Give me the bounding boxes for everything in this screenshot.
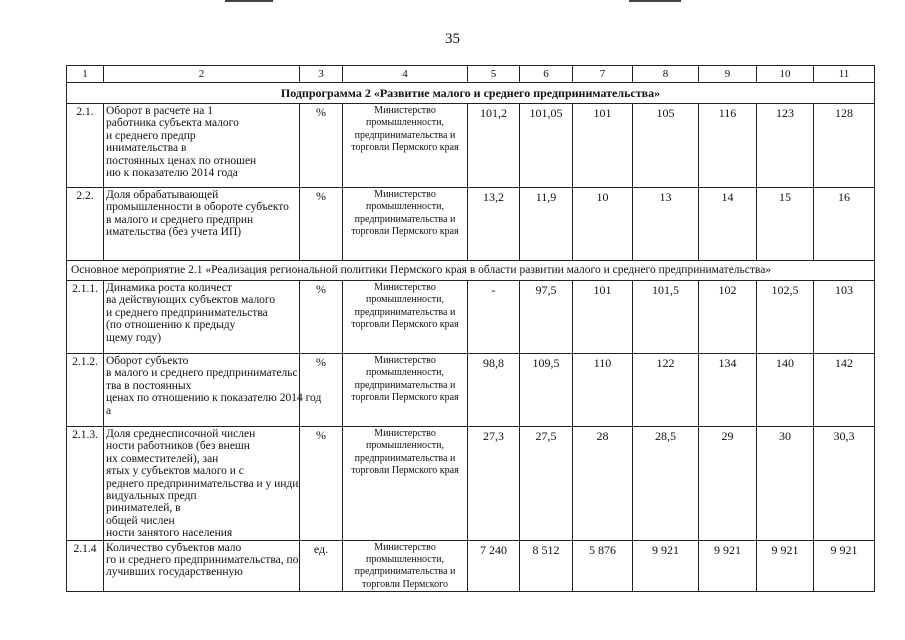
indicator-value: 30,3 [814, 427, 875, 541]
main-activity-title: Основное мероприятие 2.1 «Реализация региональной политики Пермского края в области развитии малого и среднего предпринимательства» [67, 261, 875, 281]
indicator-value: 9 921 [699, 540, 757, 591]
indicator-name: Динамика роста количест ва действующих субъектов малого и среднего предпринимательства (по отношению к предыду щему году) [104, 281, 300, 354]
indicator-value: 128 [814, 104, 875, 188]
col-header: 10 [757, 66, 814, 83]
indicator-group-a [67, 104, 875, 261]
indicator-value: 28,5 [633, 427, 699, 541]
indicator-value: 116 [699, 104, 757, 188]
indicator-group-b [67, 281, 875, 592]
responsible-executor: Министерство промышленности, предпринимательства и торговли Пермского края [343, 354, 468, 427]
col-header: 8 [633, 66, 699, 83]
indicator-name: Доля обрабатывающей промышленности в обороте субъекто в малого и среднего предприн имательства (без учета ИП) [104, 188, 300, 261]
indicator-value: 101,5 [633, 281, 699, 354]
indicator-unit: % [300, 188, 343, 261]
responsible-executor: Министерство промышленности, предпринимательства и торговли Пермского края [343, 427, 468, 541]
indicator-row [67, 281, 875, 354]
column-header-row [67, 66, 875, 83]
indicator-value: 9 921 [757, 540, 814, 591]
indicator-value: 27,3 [468, 427, 520, 541]
indicator-value: 122 [633, 354, 699, 427]
col-header: 2 [104, 66, 300, 83]
indicator-value: 14 [699, 188, 757, 261]
col-header: 1 [67, 66, 104, 83]
indicator-number: 2.2. [67, 188, 104, 261]
indicator-name: Доля среднесписочной числен ности работников (без внешн их совместителей), зан ятых у субъектов малого и с реднего предпринимательства и у инди видуальных предп ринимателей, в общей числен ности занятого населения [104, 427, 300, 541]
col-header: 4 [343, 66, 468, 83]
indicator-row [67, 188, 875, 261]
indicator-number: 2.1.1. [67, 281, 104, 354]
indicator-name: Количество субъектов мало го и среднего предпринимательства, по лучивших государственную [104, 540, 300, 591]
top-rule-left [225, 0, 273, 2]
indicator-value: 13,2 [468, 188, 520, 261]
indicator-value: 103 [814, 281, 875, 354]
indicator-value: 16 [814, 188, 875, 261]
indicator-value: 101,2 [468, 104, 520, 188]
col-header: 7 [573, 66, 633, 83]
indicator-value: 97,5 [520, 281, 573, 354]
indicator-value: 101 [573, 281, 633, 354]
indicator-unit: % [300, 104, 343, 188]
col-header: 6 [520, 66, 573, 83]
indicator-value: 110 [573, 354, 633, 427]
indicator-name: Оборот субъекто в малого и среднего предпринимательс тва в постоянных ценах по отношению к показателю 2014 год а [104, 354, 300, 427]
indicator-number: 2.1.3. [67, 427, 104, 541]
indicator-number: 2.1. [67, 104, 104, 188]
indicator-row [67, 104, 875, 188]
indicator-row [67, 354, 875, 427]
indicator-value: 28 [573, 427, 633, 541]
indicator-value: 11,9 [520, 188, 573, 261]
responsible-executor: Министерство промышленности, предпринимательства и торговли Пермского края [343, 281, 468, 354]
indicator-value: 8 512 [520, 540, 573, 591]
indicator-value: 9 921 [814, 540, 875, 591]
indicator-unit: ед. [300, 540, 343, 591]
indicator-unit: % [300, 427, 343, 541]
indicator-value: 98,8 [468, 354, 520, 427]
indicator-value: 109,5 [520, 354, 573, 427]
page-number: 35 [445, 31, 460, 47]
top-rule-right [629, 0, 681, 2]
indicator-row [67, 427, 875, 541]
subprogram-title: Подпрограмма 2 «Развитие малого и среднего предпринимательства» [67, 83, 875, 104]
col-header: 3 [300, 66, 343, 83]
indicator-value: 7 240 [468, 540, 520, 591]
indicator-number: 2.1.2. [67, 354, 104, 427]
indicator-value: 140 [757, 354, 814, 427]
indicator-unit: % [300, 281, 343, 354]
indicator-value: 101 [573, 104, 633, 188]
col-header: 5 [468, 66, 520, 83]
main-activity-row [67, 261, 875, 281]
indicator-value: 27,5 [520, 427, 573, 541]
indicator-value: 10 [573, 188, 633, 261]
indicator-value: 5 876 [573, 540, 633, 591]
col-header: 11 [814, 66, 875, 83]
responsible-executor: Министерство промышленности, предпринимательства и торговли Пермского края [343, 104, 468, 188]
col-header: 9 [699, 66, 757, 83]
indicator-unit: % [300, 354, 343, 427]
responsible-executor: Министерство промышленности, предпринимательства и торговли Пермского [343, 540, 468, 591]
indicator-name: Оборот в расчете на 1 работника субъекта малого и среднего предпр инимательства в постоянных ценах по отношен ию к показателю 2014 года [104, 104, 300, 188]
indicator-row [67, 540, 875, 591]
indicator-value: 29 [699, 427, 757, 541]
indicator-value: 102,5 [757, 281, 814, 354]
indicator-value: 134 [699, 354, 757, 427]
responsible-executor: Министерство промышленности, предпринимательства и торговли Пермского края [343, 188, 468, 261]
indicator-table [66, 65, 875, 592]
indicator-value: 105 [633, 104, 699, 188]
indicator-value: 30 [757, 427, 814, 541]
indicator-value: 102 [699, 281, 757, 354]
subprogram-row [67, 83, 875, 104]
indicator-value: 142 [814, 354, 875, 427]
indicator-value: 15 [757, 188, 814, 261]
indicator-value: - [468, 281, 520, 354]
indicator-value: 13 [633, 188, 699, 261]
indicator-value: 101,05 [520, 104, 573, 188]
indicator-value: 123 [757, 104, 814, 188]
indicator-value: 9 921 [633, 540, 699, 591]
indicator-number: 2.1.4 [67, 540, 104, 591]
